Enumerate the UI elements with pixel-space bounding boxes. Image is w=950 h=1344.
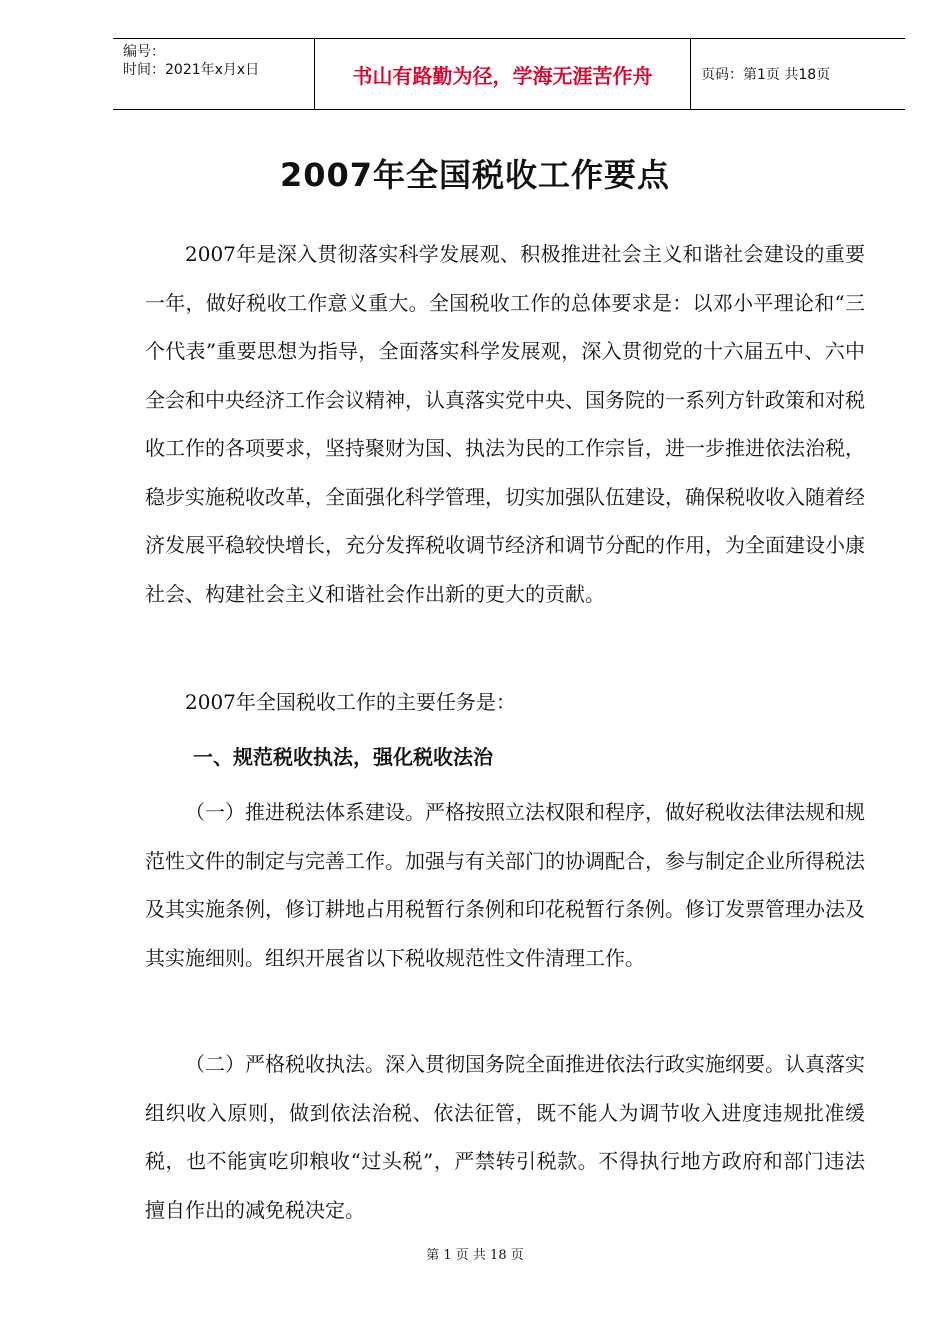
section-heading: 一、规范税收执法，强化税收法治 (193, 745, 493, 769)
document-title: 2007年全国税收工作要点 (279, 156, 671, 194)
page-footer: 第 1 页 共 18 页 (426, 1248, 524, 1263)
tasks-intro-paragraph: 2007年全国税收工作的主要任务是： (185, 690, 516, 714)
header-meta (113, 39, 315, 109)
time-label: 时间：2021年x月x日 (123, 62, 260, 78)
header-page-info: 页码：第1页 共18页 (701, 67, 831, 83)
intro-paragraph: 2007年是深入贯彻落实科学发展观、积极推进社会主义和谐社会建设的重要一年，做好税收工作意义重大。全国税收工作的总体要求是：以邓小平理论和“三个代表”重要思想为指导，全面落实科学发展观，深入贯彻党的十六届五中、六中全会和中央经济工作会议精神，认真落实党中央、国务院的一系列方针政策和对税收工作的各项要求，坚持聚财为国、执法为民的工作宗旨，进一步推进依法治税，稳步实施税收改革，全面强化科学管理，切实加强队伍建设，确保税收收入随着经济发展平稳较快增长，充分发挥税收调节经济和调节分配的作用，为全面建设小康社会、构建社会主义和谐社会作出新的更大的贡献。 (145, 242, 865, 606)
item-one-paragraph: （一）推进税法体系建设。严格按照立法权限和程序，做好税收法律法规和规范性文件的制定与完善工作。加强与有关部门的协调配合，参与制定企业所得税法及其实施条例，修订耕地占用税暂行条例和印花税暂行条例。修订发票管理办法及其实施细则。组织开展省以下税收规范性文件清理工作。 (145, 800, 865, 970)
header-motto: 书山有路勤为径，学海无涯苦作舟 (315, 39, 691, 109)
item-two-paragraph: （二）严格税收执法。深入贯彻国务院全面推进依法行政实施纲要。认真落实组织收入原则，做到依法治税、依法征管，既不能人为调节收入进度违规批准缓税，也不能寅吃卯粮收“过头税”，严禁转引税款。不得执行地方政府和部门违法擅自作出的减免税决定。 (145, 1052, 865, 1222)
number-label: 编号： (123, 44, 165, 60)
page-header (113, 38, 905, 110)
